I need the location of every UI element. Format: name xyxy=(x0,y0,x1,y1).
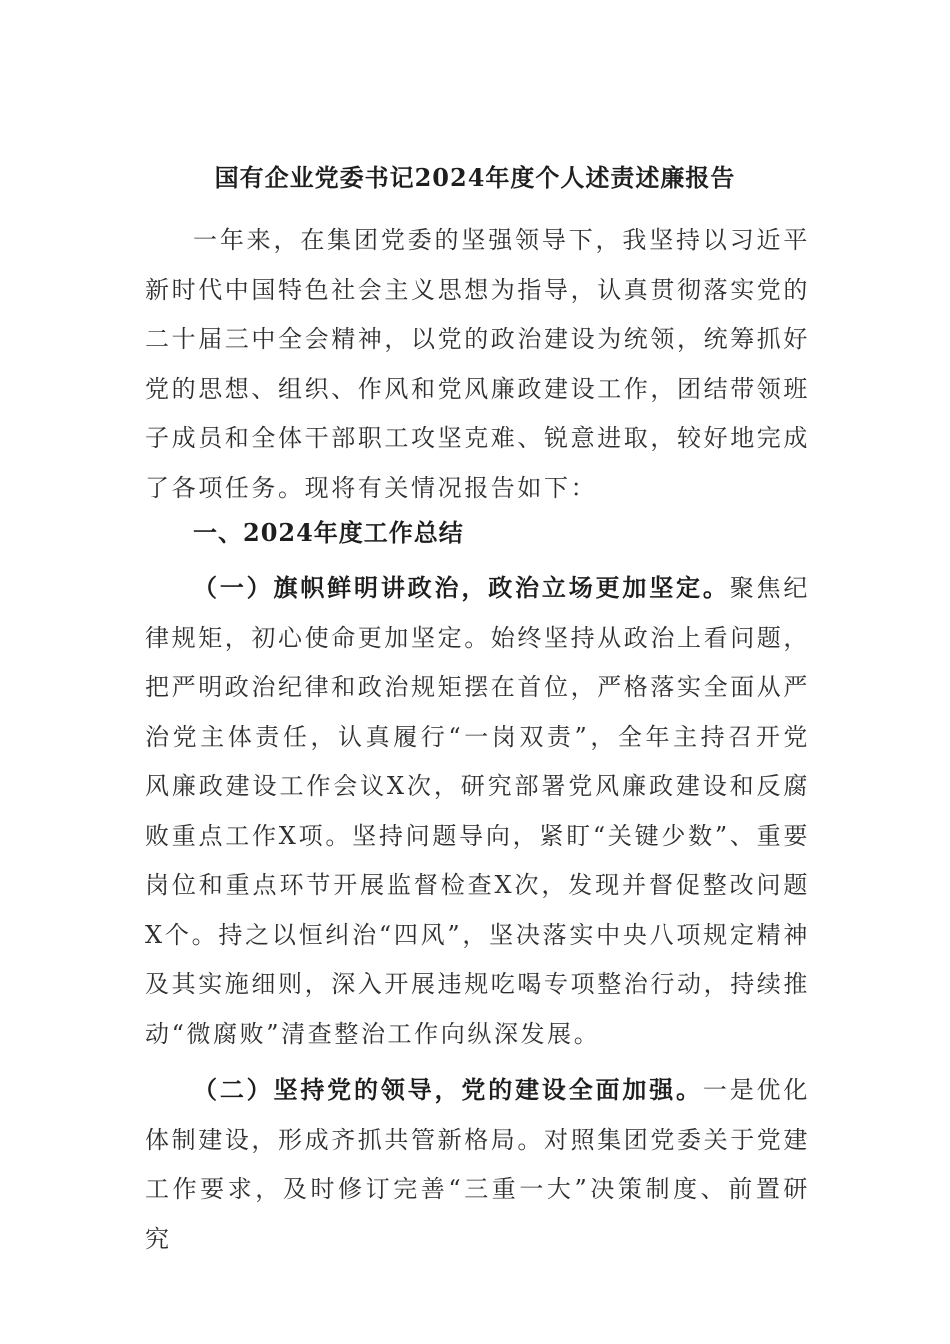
item-1-body: 聚焦纪律规矩，初心使命更加坚定。始终坚持从政治上看问题，把严明政治纪律和政治规矩摆在首位，严格落实全面从严治党主体责任，认真履行“一岗双责”，全年主持召开党风廉政建设工作会议X次，研究部署党风廉政建设和反腐败重点工作X项。坚持问题导向，紧盯“关键少数”、重要岗位和重点环节开展监督检查X次，发现并督促整改问题X个。持之以恒纠治“四风”，坚决落实中央八项规定精神及其实施细则，深入开展违规吃喝专项整治行动，持续推动“微腐败”清查整治工作向纵深发展。 xyxy=(145,574,810,1048)
item-1-lead: （一）旗帜鲜明讲政治，政治立场更加坚定。 xyxy=(193,573,730,602)
item-2-lead: （二）坚持党的领导，党的建设全面加强。 xyxy=(193,1075,703,1104)
intro-paragraph: 一年来，在集团党委的坚强领导下，我坚持以习近平新时代中国特色社会主义思想为指导，认真贯彻落实党的二十届三中全会精神，以党的政治建设为统领，统筹抓好党的思想、组织、作风和党风廉政建设工作，团结带领班子成员和全体干部职工攻坚克难、锐意进取，较好地完成了各项任务。现将有关情况报告如下： xyxy=(145,226,810,502)
section-heading: 一、2024年度工作总结 xyxy=(193,518,464,547)
item-2-body: 一是优化体制建设，形成齐抓共管新格局。对照集团党委关于党建工作要求，及时修订完善“三重一大”决策制度、前置研究 xyxy=(145,1076,810,1253)
document-title: 国有企业党委书记2024年度个人述责述廉报告 xyxy=(214,163,736,192)
item-1-paragraph xyxy=(145,563,810,1059)
item-2-paragraph xyxy=(145,1065,810,1264)
